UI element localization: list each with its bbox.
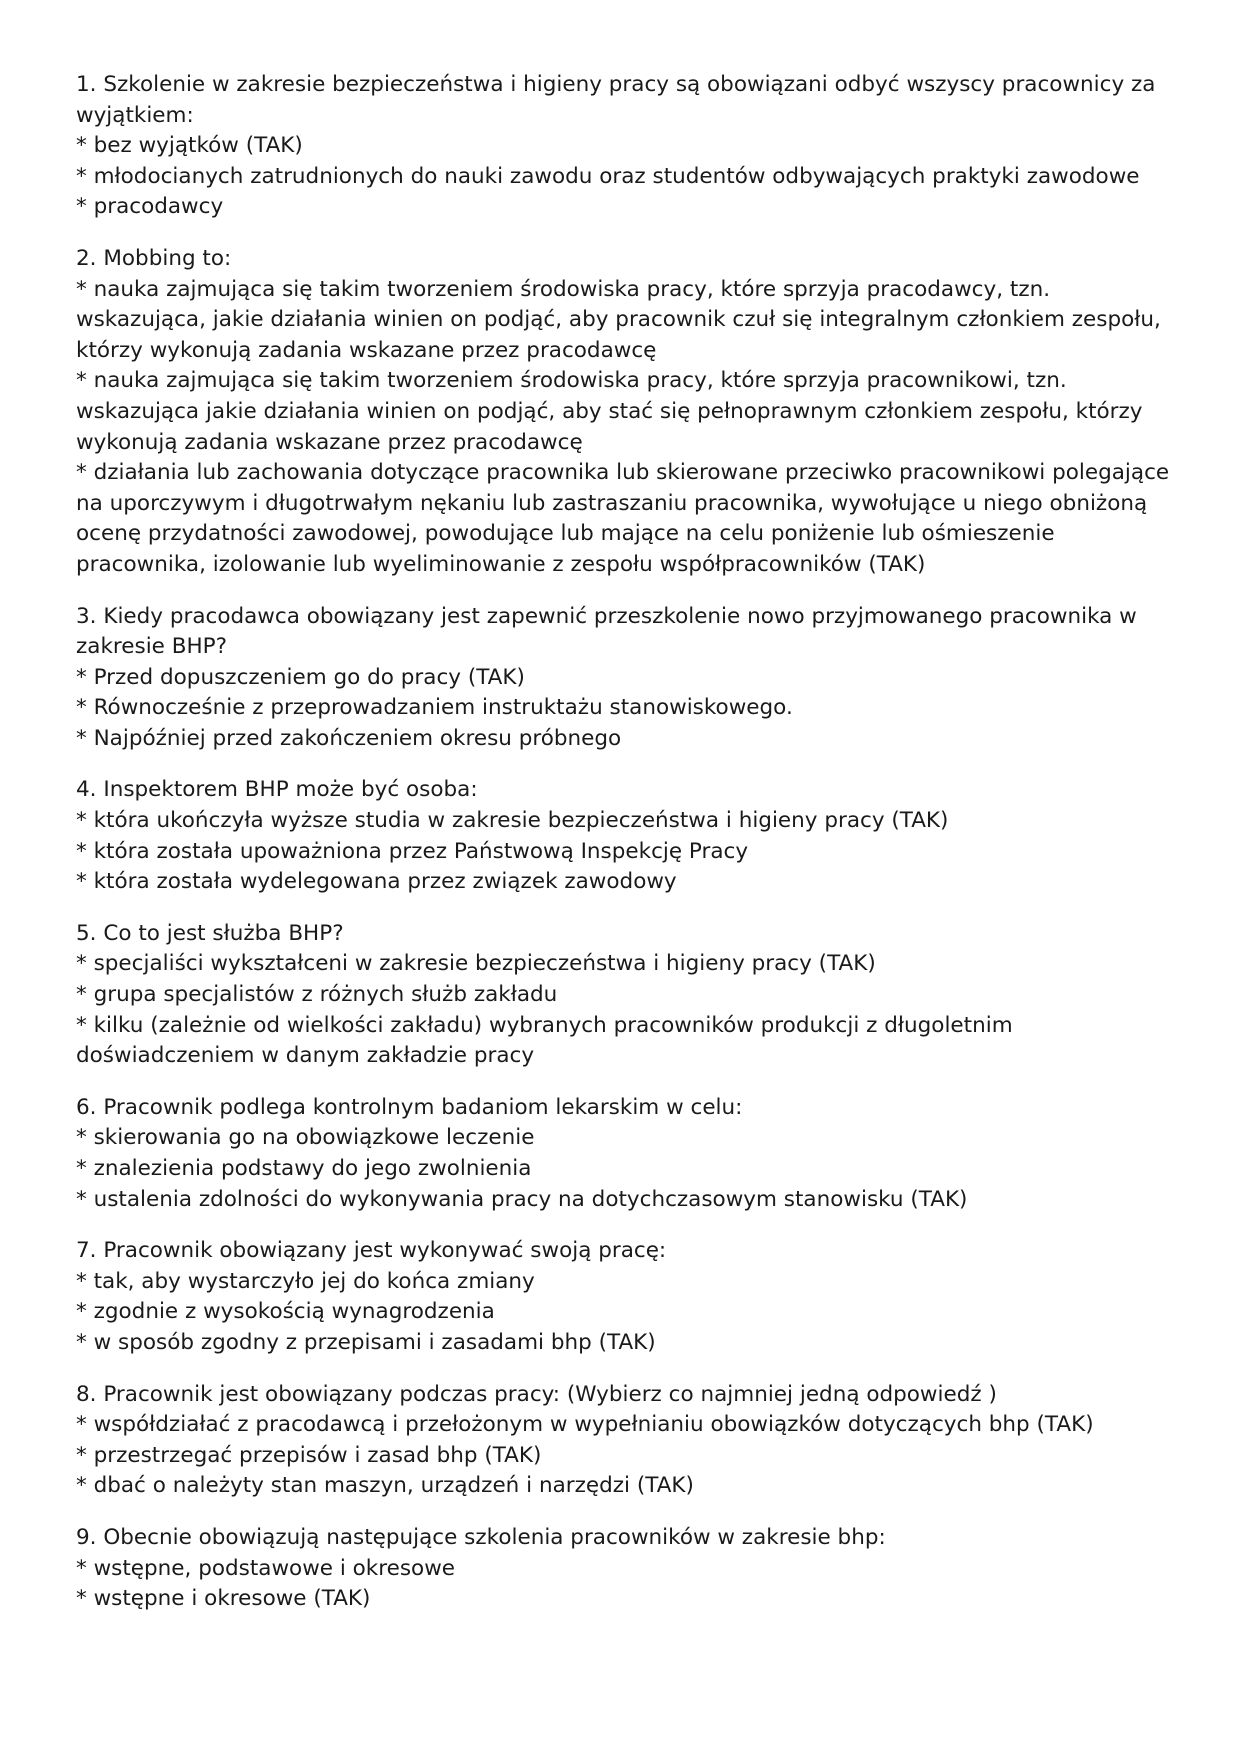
question-6: [76, 1093, 1176, 1215]
question-text: 2. Mobbing to:: [76, 245, 232, 271]
question-text: 1. Szkolenie w zakresie bezpieczeństwa i higieny pracy są obowiązani odbyć wszyscy pracownicy za wyjątkiem:: [76, 72, 1156, 128]
question-2: [76, 244, 1176, 581]
answer-option: * kilku (zależnie od wielkości zakładu) wybranych pracowników produkcji z długoletnim doświadczeniem w danym zakładzie pracy: [76, 1012, 1013, 1069]
answer-option: * skierowania go na obowiązkowe leczenie: [76, 1125, 535, 1151]
answer-option: * Równocześnie z przeprowadzaniem instruktażu stanowiskowego.: [76, 695, 793, 721]
answer-option: * przestrzegać przepisów i zasad bhp (TAK): [76, 1442, 542, 1468]
answer-option: * ustalenia zdolności do wykonywania pracy na dotychczasowym stanowisku (TAK): [76, 1186, 968, 1212]
answer-option: * młodocianych zatrudnionych do nauki zawodu oraz studentów odbywających praktyki zawodowe: [76, 163, 1140, 189]
question-3: [76, 602, 1176, 755]
answer-option: * która została wydelegowana przez związek zawodowy: [76, 869, 677, 895]
question-text: 3. Kiedy pracodawca obowiązany jest zapewnić przeszkolenie nowo przyjmowanego pracownika w zakresie BHP?: [76, 603, 1137, 660]
question-text: 7. Pracownik obowiązany jest wykonywać swoją pracę:: [76, 1238, 667, 1264]
answer-option: * dbać o należyty stan maszyn, urządzeń i narzędzi (TAK): [76, 1473, 694, 1499]
question-1: [76, 70, 1176, 223]
question-7: [76, 1236, 1176, 1358]
answer-option: * bez wyjątków (TAK): [76, 133, 303, 159]
answer-option: * Najpóźniej przed zakończeniem okresu próbnego: [76, 725, 622, 751]
answer-option: * pracodawcy: [76, 194, 224, 220]
question-4: [76, 775, 1176, 897]
question-text: 4. Inspektorem BHP może być osoba:: [76, 777, 478, 803]
answer-option: * działania lub zachowania dotyczące pracownika lub skierowane przeciwko pracownikowi polegające na uporczywym i długotrwałym nękaniu lub zastraszaniu pracownika, wywołujące u niego obniżoną ocenę przydatności zawodowej, powodujące lub mające na celu poniżenie lub ośmieszenie pracownika, izolowanie lub wyeliminowanie z zespołu współpracowników (TAK): [76, 460, 1170, 577]
answer-option: * znalezienia podstawy do jego zwolnienia: [76, 1156, 532, 1181]
answer-option: * nauka zajmująca się takim tworzeniem środowiska pracy, które sprzyja pracodawcy, tzn. wskazująca, jakie działania winien on podjąć, aby pracownik czuł się integralnym członkiem zespołu, którzy wykonują zadania wskazane przez pracodawcę: [76, 276, 1161, 363]
answer-option: * w sposób zgodny z przepisami i zasadami bhp (TAK): [76, 1329, 656, 1355]
document-page: [76, 70, 1176, 1636]
question-text: 8. Pracownik jest obowiązany podczas pracy: (Wybierz co najmniej jedną odpowiedź ): [76, 1381, 997, 1407]
answer-option: * grupa specjalistów z różnych służb zakładu: [76, 982, 558, 1008]
answer-option: * tak, aby wystarczyło jej do końca zmiany: [76, 1268, 535, 1294]
answer-option: * specjaliści wykształceni w zakresie bezpieczeństwa i higieny pracy (TAK): [76, 951, 876, 977]
question-text: 9. Obecnie obowiązują następujące szkolenia pracowników w zakresie bhp:: [76, 1524, 886, 1550]
question-9: [76, 1523, 1176, 1615]
question-8: [76, 1380, 1176, 1502]
answer-option: * zgodnie z wysokością wynagrodzenia: [76, 1299, 495, 1325]
question-text: 6. Pracownik podlega kontrolnym badaniom lekarskim w celu:: [76, 1094, 743, 1120]
answer-option: * wstępne i okresowe (TAK): [76, 1586, 371, 1612]
question-5: [76, 919, 1176, 1072]
answer-option: * która ukończyła wyższe studia w zakresie bezpieczeństwa i higieny pracy (TAK): [76, 808, 949, 834]
answer-option: * nauka zajmująca się takim tworzeniem środowiska pracy, które sprzyja pracownikowi, tzn. wskazująca jakie działania winien on podjąć, aby stać się pełnoprawnym członkiem zespołu, którzy wykonują zadania wskazane przez pracodawcę: [76, 368, 1143, 455]
answer-option: * Przed dopuszczeniem go do pracy (TAK): [76, 664, 525, 690]
question-text: 5. Co to jest służba BHP?: [76, 920, 344, 946]
answer-option: * współdziałać z pracodawcą i przełożonym w wypełnianiu obowiązków dotyczących bhp (TAK): [76, 1412, 1094, 1438]
answer-option: * wstępne, podstawowe i okresowe: [76, 1555, 456, 1581]
answer-option: * która została upoważniona przez Państwową Inspekcję Pracy: [76, 838, 749, 864]
